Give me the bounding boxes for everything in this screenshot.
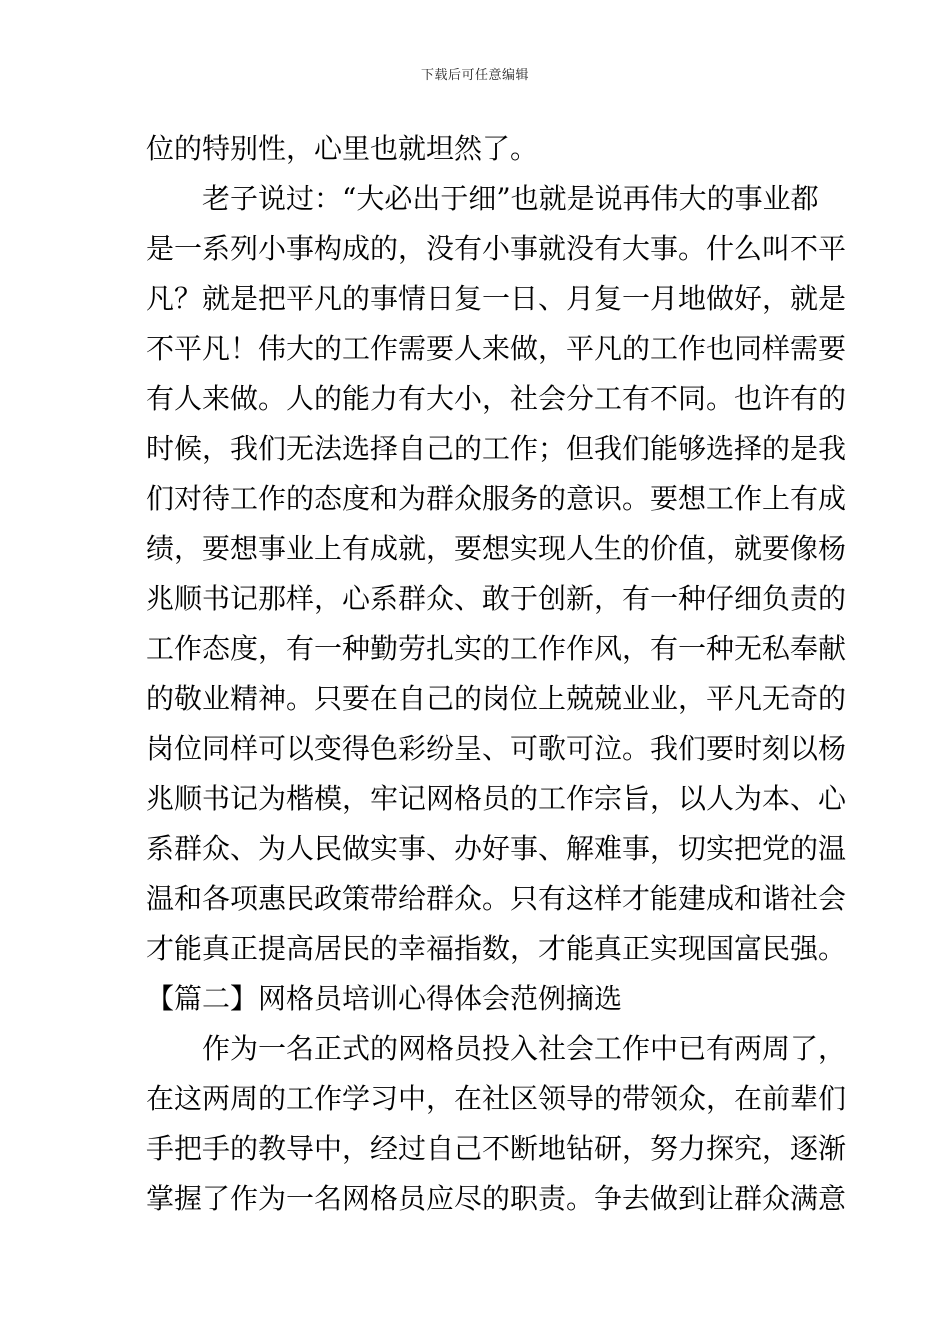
text-line: 是一系列小事构成的，没有小事就没有大事。什么叫不平 <box>146 232 847 265</box>
text-line: 时候，我们无法选择自己的工作；但我们能够选择的是我 <box>146 432 847 465</box>
text-line: 兆顺书记为楷模，牢记网格员的工作宗旨，以人为本、心 <box>146 782 847 815</box>
text-line: 们对待工作的态度和为群众服务的意识。要想工作上有成 <box>146 482 847 515</box>
text-line: 位的特别性，心里也就坦然了。 <box>146 132 539 165</box>
text-line: 老子说过：“大必出于细”也就是说再伟大的事业都 <box>202 182 819 215</box>
text-line: 兆顺书记那样，心系群众、敢于创新，有一种仔细负责的 <box>146 582 847 615</box>
page-header: 下载后可任意编辑 <box>420 68 529 83</box>
text-line: 工作态度，有一种勤劳扎实的工作作风，有一种无私奉献 <box>146 632 847 665</box>
text-line: 绩，要想事业上有成就，要想实现人生的价值，就要像杨 <box>146 532 847 565</box>
text-line: 作为一名正式的网格员投入社会工作中已有两周了， <box>202 1032 847 1065</box>
text-line: 温和各项惠民政策带给群众。只有这样才能建成和谐社会 <box>146 882 847 915</box>
text-line: 系群众、为人民做实事、办好事、解难事，切实把党的温 <box>146 832 847 865</box>
text-line: 手把手的教导中，经过自己不断地钻研，努力探究，逐渐 <box>146 1132 847 1165</box>
text-line: 的敬业精神。只要在自己的岗位上兢兢业业，平凡无奇的 <box>146 682 847 715</box>
text-line: 不平凡！伟大的工作需要人来做，平凡的工作也同样需要 <box>146 332 847 365</box>
section-heading: 【篇二】网格员培训心得体会范例摘选 <box>146 982 623 1015</box>
text-line: 在这两周的工作学习中，在社区领导的带领众，在前辈们 <box>146 1082 847 1115</box>
text-line: 有人来做。人的能力有大小，社会分工有不同。也许有的 <box>146 382 847 415</box>
body-text <box>146 124 847 1224</box>
text-line: 凡？就是把平凡的事情日复一日、月复一月地做好，就是 <box>146 282 847 315</box>
text-line: 才能真正提高居民的幸福指数，才能真正实现国富民强。 <box>146 932 847 965</box>
text-line: 掌握了作为一名网格员应尽的职责。争去做到让群众满意 <box>146 1182 847 1215</box>
text-line: 岗位同样可以变得色彩纷呈、可歌可泣。我们要时刻以杨 <box>146 732 847 765</box>
